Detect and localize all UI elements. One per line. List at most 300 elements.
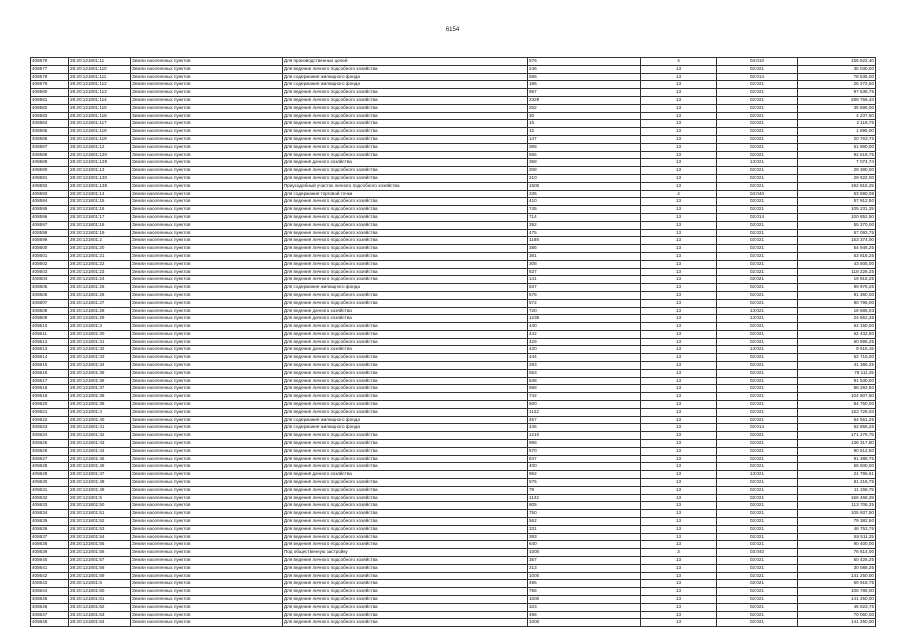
cell-cadastral-value: 81 360,00 bbox=[798, 291, 876, 299]
cell-area: 393 bbox=[528, 533, 641, 541]
cell-cadastral-number: 29:20:121801:13 bbox=[69, 167, 131, 175]
cell-row-number: 408616 bbox=[31, 369, 69, 377]
cell-row-number: 408586 bbox=[31, 135, 69, 143]
cell-permitted-use: Для ведения личного подсобного хозяйства bbox=[283, 89, 528, 97]
cell-land-category: Земли населенных пунктов bbox=[131, 354, 283, 362]
cell-land-category: Земли населенных пунктов bbox=[131, 174, 283, 182]
cell-group: 13 bbox=[641, 447, 717, 455]
cell-cadastral-value: 113 706,25 bbox=[798, 502, 876, 510]
cell-use-code: 02:021 bbox=[717, 595, 798, 603]
cell-use-code: 02:021 bbox=[717, 354, 798, 362]
cell-permitted-use: Для ведения личного подсобного хозяйства bbox=[283, 167, 528, 175]
cell-permitted-use: Для ведения личного подсобного хозяйства bbox=[283, 338, 528, 346]
table-row bbox=[31, 330, 876, 338]
table-row bbox=[31, 603, 876, 611]
cell-use-code: 02:021 bbox=[717, 96, 798, 104]
cell-group: 13 bbox=[641, 510, 717, 518]
cell-land-category: Земли населенных пунктов bbox=[131, 338, 283, 346]
cell-land-category: Земли населенных пунктов bbox=[131, 307, 283, 315]
cell-row-number: 408628 bbox=[31, 463, 69, 471]
cell-cadastral-number: 29:20:121801:31 bbox=[69, 338, 131, 346]
cell-permitted-use: Для ведения личного подсобного хозяйства bbox=[283, 213, 528, 221]
cell-use-code: 02:021 bbox=[717, 135, 798, 143]
cell-cadastral-number: 29:20:121801:59 bbox=[69, 572, 131, 580]
cell-area: 442 bbox=[528, 330, 641, 338]
table-row bbox=[31, 463, 876, 471]
cell-row-number: 408648 bbox=[31, 619, 69, 627]
cell-group: 13 bbox=[641, 135, 717, 143]
cell-group: 13 bbox=[641, 206, 717, 214]
table-row bbox=[31, 112, 876, 120]
cell-cadastral-number: 29:20:121801:57 bbox=[69, 557, 131, 565]
cell-land-category: Земли населенных пунктов bbox=[131, 104, 283, 112]
cell-area: 1168 bbox=[528, 237, 641, 245]
cell-row-number: 408593 bbox=[31, 190, 69, 198]
cell-cadastral-value: 56 500,00 bbox=[798, 463, 876, 471]
cell-land-category: Земли населенных пунктов bbox=[131, 455, 283, 463]
cell-cadastral-number: 29:20:121801:42 bbox=[69, 432, 131, 440]
cell-cadastral-number: 29:20:121801:115 bbox=[69, 104, 131, 112]
cell-use-code: 02:021 bbox=[717, 128, 798, 136]
cell-cadastral-value: 100 852,50 bbox=[798, 213, 876, 221]
cell-cadastral-value: 2 118,75 bbox=[798, 120, 876, 128]
cell-row-number: 408625 bbox=[31, 440, 69, 448]
cell-land-category: Земли населенных пунктов bbox=[131, 432, 283, 440]
cell-row-number: 408594 bbox=[31, 198, 69, 206]
cell-land-category: Земли населенных пунктов bbox=[131, 167, 283, 175]
cell-area: 1235 bbox=[528, 315, 641, 323]
cell-permitted-use: Для ведения личного подсобного хозяйства bbox=[283, 572, 528, 580]
cell-group: 13 bbox=[641, 167, 717, 175]
cell-permitted-use: Для ведения личного подсобного хозяйства bbox=[283, 237, 528, 245]
cell-cadastral-value: 45 623,75 bbox=[798, 603, 876, 611]
cell-group: 13 bbox=[641, 408, 717, 416]
cell-cadastral-number: 29:20:121801:30 bbox=[69, 330, 131, 338]
cell-group: 4 bbox=[641, 58, 717, 66]
cell-group: 13 bbox=[641, 182, 717, 190]
cell-cadastral-value: 105 231,25 bbox=[798, 206, 876, 214]
cell-permitted-use: Для ведения личного подсобного хозяйства bbox=[283, 494, 528, 502]
cell-group: 13 bbox=[641, 291, 717, 299]
cell-land-category: Земли населенных пунктов bbox=[131, 408, 283, 416]
cell-use-code: 02:021 bbox=[717, 206, 798, 214]
cell-cadastral-value: 62 856,25 bbox=[798, 424, 876, 432]
cell-permitted-use: Для ведения личного подсобного хозяйства bbox=[283, 557, 528, 565]
cell-area: 392 bbox=[528, 221, 641, 229]
cell-cadastral-number: 29:20:121801:55 bbox=[69, 541, 131, 549]
cell-cadastral-number: 29:20:121801:15 bbox=[69, 198, 131, 206]
cell-area: 572 bbox=[528, 299, 641, 307]
table-row bbox=[31, 65, 876, 73]
table-row bbox=[31, 416, 876, 424]
cell-cadastral-value: 21 796,61 bbox=[798, 471, 876, 479]
cell-use-code: 02:021 bbox=[717, 65, 798, 73]
cell-area: 457 bbox=[528, 416, 641, 424]
cell-cadastral-number: 29:20:121801:33 bbox=[69, 354, 131, 362]
cell-area: 745 bbox=[528, 206, 641, 214]
cell-permitted-use: Для ведения личного подсобного хозяйства bbox=[283, 221, 528, 229]
table-row bbox=[31, 588, 876, 596]
cell-cadastral-number: 29:20:121801:62 bbox=[69, 603, 131, 611]
cell-area: 357 bbox=[528, 557, 641, 565]
cell-area: 496 bbox=[528, 611, 641, 619]
cell-group: 13 bbox=[641, 486, 717, 494]
cell-cadastral-number: 29:20:121801:29 bbox=[69, 315, 131, 323]
cell-use-code: 02:021 bbox=[717, 557, 798, 565]
table-row bbox=[31, 385, 876, 393]
cell-group: 13 bbox=[641, 315, 717, 323]
cell-cadastral-number: 29:20:121801:40 bbox=[69, 416, 131, 424]
cell-group: 13 bbox=[641, 89, 717, 97]
table-row bbox=[31, 159, 876, 167]
cell-cadastral-number: 29:20:121801:37 bbox=[69, 385, 131, 393]
cell-cadastral-number: 29:20:121801:118 bbox=[69, 128, 131, 136]
cell-permitted-use: Для ведения дачного хозяйства bbox=[283, 159, 528, 167]
cell-row-number: 408631 bbox=[31, 486, 69, 494]
cell-cadastral-value: 55 511,25 bbox=[798, 533, 876, 541]
table-row bbox=[31, 299, 876, 307]
cell-area: 576 bbox=[528, 58, 641, 66]
cell-use-code: 02:021 bbox=[717, 611, 798, 619]
cell-use-code: 02:021 bbox=[717, 229, 798, 237]
table-row bbox=[31, 354, 876, 362]
cell-permitted-use: Для ведения личного подсобного хозяйства bbox=[283, 463, 528, 471]
cell-row-number: 408622 bbox=[31, 416, 69, 424]
table-row bbox=[31, 268, 876, 276]
cell-row-number: 408611 bbox=[31, 330, 69, 338]
cell-group: 13 bbox=[641, 284, 717, 292]
table-row bbox=[31, 447, 876, 455]
cell-cadastral-value: 1 695,00 bbox=[798, 128, 876, 136]
cell-row-number: 408647 bbox=[31, 611, 69, 619]
cell-permitted-use: Для ведения дачного хозяйства bbox=[283, 471, 528, 479]
cell-group: 13 bbox=[641, 362, 717, 370]
cell-land-category: Земли населенных пунктов bbox=[131, 479, 283, 487]
cell-cadastral-number: 29:20:121801:22 bbox=[69, 260, 131, 268]
cell-cadastral-value: 136 317,80 bbox=[798, 440, 876, 448]
table-row bbox=[31, 120, 876, 128]
cell-cadastral-value: 7 074,74 bbox=[798, 159, 876, 167]
cell-cadastral-number: 29:20:121801:47 bbox=[69, 471, 131, 479]
cell-use-code: 02:021 bbox=[717, 408, 798, 416]
cell-area: 805 bbox=[528, 502, 641, 510]
cell-area: 586 bbox=[528, 73, 641, 81]
cell-row-number: 408633 bbox=[31, 502, 69, 510]
cell-row-number: 408637 bbox=[31, 533, 69, 541]
cell-land-category: Земли населенных пунктов bbox=[131, 112, 283, 120]
cell-row-number: 408606 bbox=[31, 291, 69, 299]
cell-use-code: 13:021 bbox=[717, 346, 798, 354]
cell-cadastral-value: 141 250,00 bbox=[798, 572, 876, 580]
cell-cadastral-value: 24 862,26 bbox=[798, 315, 876, 323]
cell-land-category: Земли населенных пунктов bbox=[131, 580, 283, 588]
cell-use-code: 02:021 bbox=[717, 525, 798, 533]
cell-permitted-use: Для ведения личного подсобного хозяйства bbox=[283, 135, 528, 143]
cell-use-code: 02:021 bbox=[717, 502, 798, 510]
cell-cadastral-number: 29:20:121801:28 bbox=[69, 307, 131, 315]
cell-row-number: 408619 bbox=[31, 393, 69, 401]
cell-area: 968 bbox=[528, 440, 641, 448]
cell-group: 13 bbox=[641, 299, 717, 307]
cell-use-code: 02:021 bbox=[717, 541, 798, 549]
cell-cadastral-number: 29:20:121801:18 bbox=[69, 221, 131, 229]
cell-permitted-use: Для содержания жилищного фонда bbox=[283, 73, 528, 81]
cell-area: 445 bbox=[528, 424, 641, 432]
cell-row-number: 408577 bbox=[31, 65, 69, 73]
cell-permitted-use: Для ведения личного подсобного хозяйства bbox=[283, 518, 528, 526]
cell-group: 13 bbox=[641, 354, 717, 362]
cell-cadastral-value: 63 590,08 bbox=[798, 190, 876, 198]
cell-use-code: 02:021 bbox=[717, 338, 798, 346]
cell-land-category: Земли населенных пунктов bbox=[131, 237, 283, 245]
cell-permitted-use: Для ведения личного подсобного хозяйства bbox=[283, 455, 528, 463]
cell-cadastral-number: 29:20:121801:49 bbox=[69, 486, 131, 494]
cell-area: 648 bbox=[528, 377, 641, 385]
cell-use-code: 02:021 bbox=[717, 447, 798, 455]
cell-cadastral-number: 29:20:121801:12 bbox=[69, 143, 131, 151]
cell-cadastral-number: 29:20:121801:43 bbox=[69, 440, 131, 448]
cell-row-number: 408603 bbox=[31, 268, 69, 276]
table-row bbox=[31, 401, 876, 409]
cell-cadastral-number: 29:20:121801:35 bbox=[69, 369, 131, 377]
cell-land-category: Земли населенных пунктов bbox=[131, 533, 283, 541]
cell-use-code: 02:021 bbox=[717, 81, 798, 89]
table-row bbox=[31, 58, 876, 66]
cell-cadastral-value: 60 596,25 bbox=[798, 338, 876, 346]
cell-group: 13 bbox=[641, 268, 717, 276]
cell-row-number: 408604 bbox=[31, 276, 69, 284]
cell-area: 750 bbox=[528, 510, 641, 518]
cell-permitted-use: Под общественную застройку bbox=[283, 549, 528, 557]
cell-area: 962 bbox=[528, 471, 641, 479]
cell-area: 246 bbox=[528, 65, 641, 73]
cell-cadastral-number: 29:20:121801:6 bbox=[69, 580, 131, 588]
cell-cadastral-value: 81 218,75 bbox=[798, 479, 876, 487]
cell-group: 13 bbox=[641, 330, 717, 338]
cell-row-number: 408589 bbox=[31, 159, 69, 167]
table-row bbox=[31, 276, 876, 284]
cell-cadastral-value: 76 614,00 bbox=[798, 549, 876, 557]
cell-area: 575 bbox=[528, 479, 641, 487]
cell-area: 30 bbox=[528, 112, 641, 120]
cell-permitted-use: Приусадебный участок личного подсобного хозяйства bbox=[283, 182, 528, 190]
cell-land-category: Земли населенных пунктов bbox=[131, 120, 283, 128]
cell-land-category: Земли населенных пунктов bbox=[131, 252, 283, 260]
cell-cadastral-number: 29:20:121801:4 bbox=[69, 408, 131, 416]
cell-cadastral-number: 29:20:121801:48 bbox=[69, 479, 131, 487]
cell-cadastral-value: 88 292,50 bbox=[798, 385, 876, 393]
table-row bbox=[31, 229, 876, 237]
cell-use-code: 13:021 bbox=[717, 471, 798, 479]
table-row bbox=[31, 572, 876, 580]
cell-use-code: 13:021 bbox=[717, 159, 798, 167]
cell-cadastral-value: 19 916,25 bbox=[798, 276, 876, 284]
cell-cadastral-number: 29:20:121801:58 bbox=[69, 564, 131, 572]
cell-row-number: 408581 bbox=[31, 96, 69, 104]
cell-group: 13 bbox=[641, 65, 717, 73]
cell-use-code: 02:021 bbox=[717, 564, 798, 572]
cell-cadastral-number: 29:20:121801:46 bbox=[69, 463, 131, 471]
table-row bbox=[31, 237, 876, 245]
cell-cadastral-value: 62 715,00 bbox=[798, 354, 876, 362]
table-row bbox=[31, 619, 876, 627]
cell-use-code: 02:021 bbox=[717, 385, 798, 393]
table-row bbox=[31, 323, 876, 331]
table-row bbox=[31, 408, 876, 416]
cell-use-code: 02:021 bbox=[717, 580, 798, 588]
cell-permitted-use: Для ведения личного подсобного хозяйства bbox=[283, 525, 528, 533]
cell-use-code: 03:040 bbox=[717, 549, 798, 557]
cell-cadastral-number: 29:20:121801:24 bbox=[69, 276, 131, 284]
cell-use-code: 02:021 bbox=[717, 588, 798, 596]
cell-use-code: 02:021 bbox=[717, 323, 798, 331]
cell-area: 235 bbox=[528, 190, 641, 198]
cell-row-number: 408645 bbox=[31, 595, 69, 603]
cell-row-number: 408579 bbox=[31, 81, 69, 89]
cell-permitted-use: Для ведения личного подсобного хозяйства bbox=[283, 432, 528, 440]
cell-cadastral-value: 153 728,03 bbox=[798, 408, 876, 416]
cell-row-number: 408617 bbox=[31, 377, 69, 385]
cell-group: 13 bbox=[641, 346, 717, 354]
cell-permitted-use: Для ведения личного подсобного хозяйства bbox=[283, 323, 528, 331]
cell-row-number: 408597 bbox=[31, 221, 69, 229]
cell-group: 13 bbox=[641, 377, 717, 385]
cell-use-code: 02:021 bbox=[717, 362, 798, 370]
cell-row-number: 408629 bbox=[31, 471, 69, 479]
cell-permitted-use: Для производственных целей bbox=[283, 58, 528, 66]
cell-group: 13 bbox=[641, 541, 717, 549]
cell-land-category: Земли населенных пунктов bbox=[131, 221, 283, 229]
cell-use-code: 02:021 bbox=[717, 510, 798, 518]
cell-cadastral-value: 16 685,03 bbox=[798, 307, 876, 315]
table-row bbox=[31, 595, 876, 603]
cell-cadastral-number: 29:20:121801:61 bbox=[69, 595, 131, 603]
cell-area: 293 bbox=[528, 362, 641, 370]
cell-group: 13 bbox=[641, 198, 717, 206]
cell-area: 444 bbox=[528, 354, 641, 362]
cell-cadastral-number: 29:20:121801:63 bbox=[69, 611, 131, 619]
cell-use-code: 02:014 bbox=[717, 424, 798, 432]
cell-row-number: 408580 bbox=[31, 89, 69, 97]
cell-permitted-use: Для ведения личного подсобного хозяйства bbox=[283, 595, 528, 603]
cell-area: 15 bbox=[528, 120, 641, 128]
cell-area: 742 bbox=[528, 393, 641, 401]
cell-permitted-use: Для ведения дачного хозяйства bbox=[283, 315, 528, 323]
cell-area: 1122 bbox=[528, 408, 641, 416]
cell-cadastral-number: 29:20:121801:32 bbox=[69, 346, 131, 354]
cell-use-code: 02:021 bbox=[717, 174, 798, 182]
cell-land-category: Земли населенных пунктов bbox=[131, 377, 283, 385]
cell-cadastral-number: 29:20:121801:113 bbox=[69, 89, 131, 97]
cell-group: 13 bbox=[641, 229, 717, 237]
cell-group: 13 bbox=[641, 471, 717, 479]
cell-permitted-use: Для ведения личного подсобного хозяйства bbox=[283, 128, 528, 136]
cell-area: 420 bbox=[528, 346, 641, 354]
cell-group: 13 bbox=[641, 424, 717, 432]
cell-cadastral-value: 53 816,25 bbox=[798, 252, 876, 260]
table-row bbox=[31, 81, 876, 89]
cell-permitted-use: Для ведения личного подсобного хозяйства bbox=[283, 369, 528, 377]
cell-group: 13 bbox=[641, 260, 717, 268]
table-row bbox=[31, 135, 876, 143]
cell-cadastral-number: 29:20:121801:39 bbox=[69, 401, 131, 409]
cell-permitted-use: Для ведения личного подсобного хозяйства bbox=[283, 541, 528, 549]
cell-use-code: 04:010 bbox=[717, 58, 798, 66]
cell-land-category: Земли населенных пунктов bbox=[131, 424, 283, 432]
table-row bbox=[31, 479, 876, 487]
cell-area: 756 bbox=[528, 588, 641, 596]
cell-permitted-use: Для ведения личного подсобного хозяйства bbox=[283, 362, 528, 370]
cell-area: 1000 bbox=[528, 619, 641, 627]
cell-use-code: 02:021 bbox=[717, 284, 798, 292]
cell-permitted-use: Для ведения личного подсобного хозяйства bbox=[283, 120, 528, 128]
cell-permitted-use: Для ведения личного подсобного хозяйства bbox=[283, 502, 528, 510]
cell-group: 13 bbox=[641, 245, 717, 253]
cell-permitted-use: Для ведения личного подсобного хозяйства bbox=[283, 440, 528, 448]
cell-permitted-use: Для содержания торговой точки bbox=[283, 190, 528, 198]
cell-cadastral-value: 118 226,25 bbox=[798, 268, 876, 276]
cell-permitted-use: Для ведения личного подсобного хозяйства bbox=[283, 65, 528, 73]
cell-permitted-use: Для ведения личного подсобного хозяйства bbox=[283, 385, 528, 393]
table-row bbox=[31, 291, 876, 299]
cell-land-category: Земли населенных пунктов bbox=[131, 463, 283, 471]
cell-cadastral-value: 156 466,28 bbox=[798, 494, 876, 502]
table-row bbox=[31, 432, 876, 440]
cell-land-category: Земли населенных пунктов bbox=[131, 276, 283, 284]
cell-permitted-use: Для ведения личного подсобного хозяйства bbox=[283, 588, 528, 596]
cell-cadastral-value: 11 158,75 bbox=[798, 486, 876, 494]
cell-row-number: 408646 bbox=[31, 603, 69, 611]
cell-use-code: 02:021 bbox=[717, 463, 798, 471]
table-row bbox=[31, 525, 876, 533]
cell-use-code: 02:021 bbox=[717, 479, 798, 487]
cell-land-category: Земли населенных пунктов bbox=[131, 65, 283, 73]
cell-cadastral-number: 29:20:121801:20 bbox=[69, 245, 131, 253]
cell-cadastral-value: 35 030,00 bbox=[798, 65, 876, 73]
cell-permitted-use: Для ведения личного подсобного хозяйства bbox=[283, 510, 528, 518]
cell-land-category: Земли населенных пунктов bbox=[131, 151, 283, 159]
cell-use-code: 02:021 bbox=[717, 182, 798, 190]
cell-cadastral-value: 35 586,00 bbox=[798, 104, 876, 112]
cell-use-code: 02:021 bbox=[717, 104, 798, 112]
cell-group: 13 bbox=[641, 416, 717, 424]
cell-row-number: 408576 bbox=[31, 58, 69, 66]
cadastral-value-table bbox=[30, 57, 876, 627]
cell-land-category: Земли населенных пунктов bbox=[131, 96, 283, 104]
cell-permitted-use: Для ведения личного подсобного хозяйства bbox=[283, 486, 528, 494]
cell-group: 13 bbox=[641, 112, 717, 120]
cell-land-category: Земли населенных пунктов bbox=[131, 619, 283, 627]
cell-cadastral-value: 20 763,75 bbox=[798, 135, 876, 143]
cell-cadastral-number: 29:20:121801:138 bbox=[69, 182, 131, 190]
cell-land-category: Земли населенных пунктов bbox=[131, 284, 283, 292]
cell-row-number: 408583 bbox=[31, 112, 69, 120]
cell-area: 562 bbox=[528, 518, 641, 526]
cell-area: 368 bbox=[528, 143, 641, 151]
cell-cadastral-value: 64 551,25 bbox=[798, 416, 876, 424]
cell-group: 13 bbox=[641, 143, 717, 151]
cell-cadastral-number: 29:20:121801:5 bbox=[69, 494, 131, 502]
cell-use-code: 02:021 bbox=[717, 237, 798, 245]
cell-row-number: 408644 bbox=[31, 588, 69, 596]
cell-cadastral-value: 9 616,15 bbox=[798, 346, 876, 354]
cell-cadastral-number: 29:20:121801:2 bbox=[69, 237, 131, 245]
cell-permitted-use: Для ведения личного подсобного хозяйства bbox=[283, 330, 528, 338]
cell-cadastral-value: 29 622,00 bbox=[798, 174, 876, 182]
cell-land-category: Земли населенных пунктов bbox=[131, 315, 283, 323]
cell-group: 13 bbox=[641, 81, 717, 89]
cell-permitted-use: Для ведения личного подсобного хозяйства bbox=[283, 564, 528, 572]
